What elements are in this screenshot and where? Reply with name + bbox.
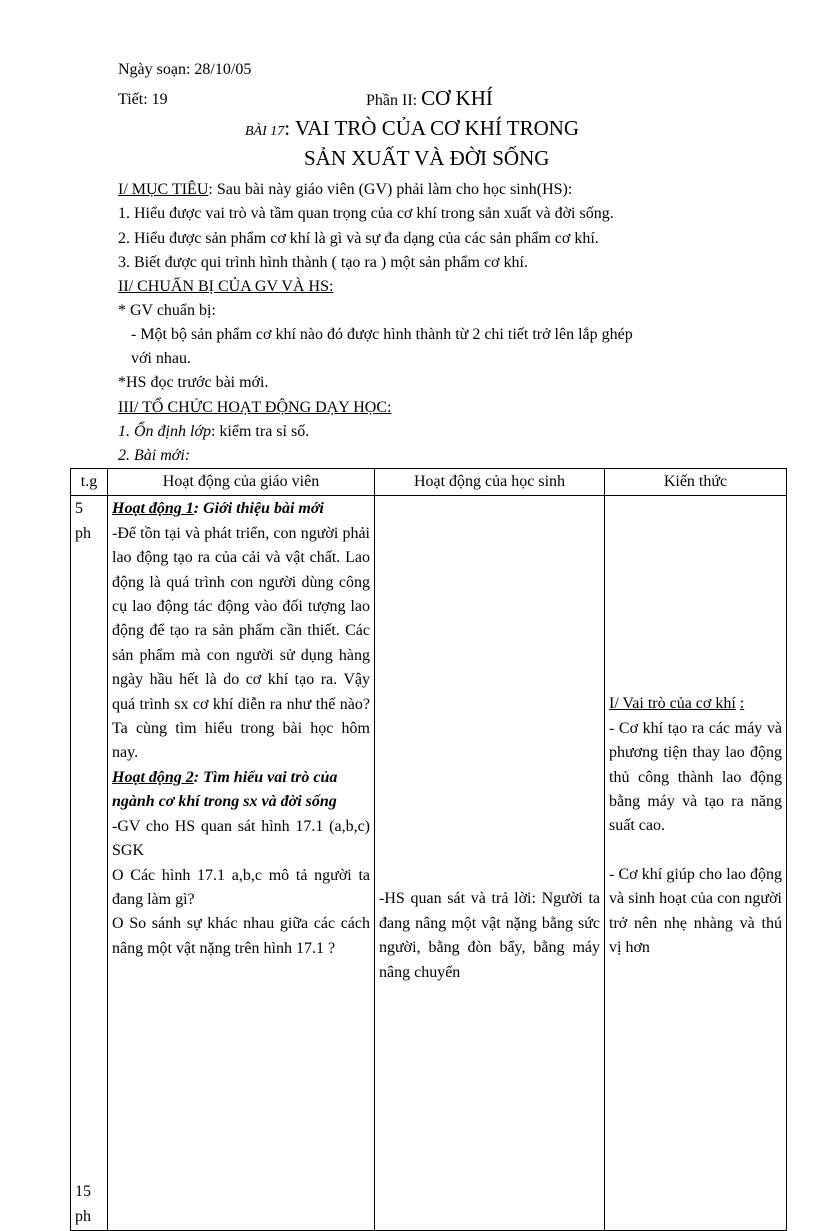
part-title: CƠ KHÍ: [421, 86, 493, 110]
table-header-row: [71, 469, 787, 496]
preparation-heading: II/ CHUẨN BỊ CỦA GV VÀ HS:: [118, 278, 334, 295]
knowledge-heading: I/ Vai trò của cơ khí :: [609, 695, 745, 713]
knowledge-item-1: - Cơ khí tạo ra các máy và phương tiện thay lao động thủ công thành lao động bằng máy và tạo ra năng suất cao.: [609, 719, 782, 835]
student-response: -HS quan sát và trả lời: Người ta đang nâng một vật nặng bằng sức người, bằng đòn bẩy, bằng máy nâng chuyển: [379, 890, 600, 981]
lesson-title-text: : VAI TRÒ CỦA CƠ KHÍ TRONG: [284, 116, 580, 140]
knowledge-cell: [605, 496, 787, 1231]
lesson-title-line2: SẢN XUẤT VÀ ĐỜI SỐNG: [304, 146, 550, 170]
time-2-value: 15: [75, 1183, 91, 1201]
header-time: t.g: [71, 469, 108, 496]
step-1-label: 1. Ổn định lớp: [118, 423, 211, 440]
activity-2-question-1: O Các hình 17.1 a,b,c mô tả người ta đang làm gì?: [112, 866, 370, 908]
objectives-heading: I/ MỤC TIÊU: [118, 181, 209, 198]
gv-prep-item-line2: với nhau.: [131, 350, 192, 367]
lesson-number: BÀI 17: [245, 124, 285, 139]
step-2-text: :: [184, 447, 191, 464]
objective-item: 2. Hiểu được sản phẩm cơ khí là gì và sự đa dạng của các sản phẩm cơ khí.: [118, 230, 599, 247]
part-heading: [366, 88, 493, 111]
activity-2-title: Hoạt động 2: Tìm hiểu vai trò của ngành cơ khí trong sx và đời sống: [112, 768, 338, 811]
step-1-text: : kiểm tra sỉ số.: [210, 423, 310, 440]
objective-item: 1. Hiểu được vai trò và tầm quan trọng của cơ khí trong sản xuất và đời sống.: [118, 205, 614, 222]
lesson-plan-table: [70, 468, 787, 1231]
time-1-value: 5: [75, 500, 83, 518]
header-teacher: Hoạt động của giáo viên: [108, 469, 375, 496]
knowledge-item-2: - Cơ khí giúp cho lao động và sinh hoạt của con người trở nên nhẹ nhàng và thú vị hơn: [609, 865, 782, 957]
time-cell: [71, 496, 108, 1231]
time-2-unit: ph: [75, 1207, 91, 1225]
table-row: [71, 496, 787, 1231]
step-2-label: 2. Bài mới: [118, 447, 185, 464]
lesson-title-line1: [245, 116, 579, 141]
activity-2-question-2: O So sánh sự khác nhau giữa các cách nâng một vật nặng trên hình 17.1 ?: [112, 915, 370, 957]
gv-prep-label: * GV chuẩn bị:: [118, 302, 216, 319]
part-prefix: Phần II:: [366, 92, 422, 109]
time-1-unit: ph: [75, 524, 91, 542]
step-2: [118, 446, 190, 466]
period-number: Tiết: 19: [118, 91, 168, 108]
date-prepared: Ngày soạn: 28/10/05: [118, 61, 252, 78]
header-knowledge: Kiến thức: [605, 469, 787, 496]
gv-prep-item-line1: - Một bộ sản phẩm cơ khí nào đó được hình thành từ 2 chi tiết trở lên lắp ghép: [131, 326, 633, 343]
header-student: Hoạt động của học sinh: [375, 469, 605, 496]
objectives-line: [118, 180, 572, 200]
activity-2-instruction: -GV cho HS quan sát hình 17.1 (a,b,c) SGK: [112, 817, 370, 860]
activity-1-text: -Để tồn tại và phát triển, con người phải lao động tạo ra của cải và vật chất. Lao động là quá trình con người dùng công cụ lao động tác động vào đối tượng lao động để tạo ra sản phẩm cần thiết. Các sản phẩm mà con người sử dụng hàng ngày hầu hết là do cơ khí tạo ra. Vậy quá trình sx cơ khí diễn ra như thế nào? Ta cùng tìm hiểu trong bài học hôm nay.: [112, 524, 370, 762]
hs-prep-label: *HS đọc trước bài mới.: [118, 374, 269, 391]
student-activity-cell: [375, 496, 605, 1231]
step-1: [118, 422, 309, 442]
activities-heading: III/ TỔ CHỨC HOẠT ĐỘNG DẠY HỌC:: [118, 399, 392, 416]
objective-item: 3. Biết được qui trình hình thành ( tạo ra ) một sản phẩm cơ khí.: [118, 254, 528, 271]
teacher-activity-cell: [108, 496, 375, 1231]
objectives-intro: : Sau bài này giáo viên (GV) phải làm cho học sinh(HS):: [208, 181, 573, 198]
activity-1-title: Hoạt động 1: Giới thiệu bài mới: [112, 500, 324, 518]
